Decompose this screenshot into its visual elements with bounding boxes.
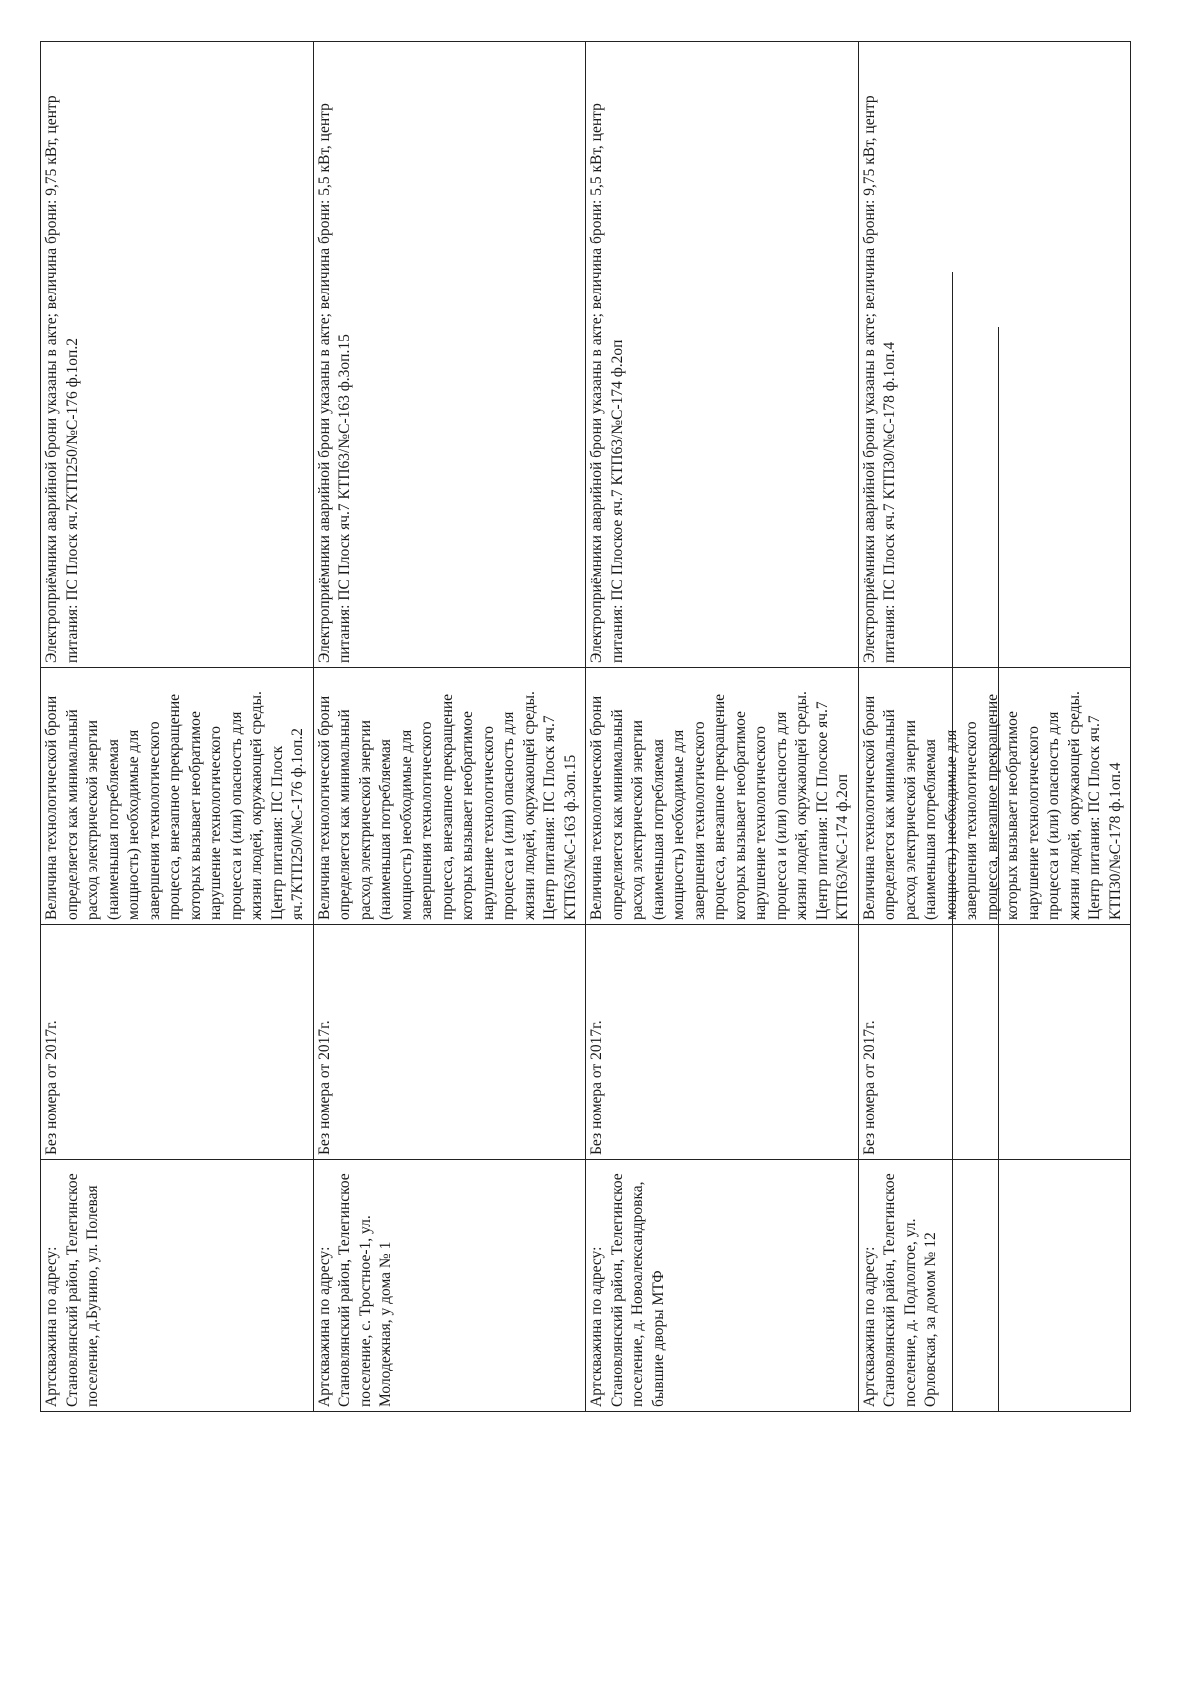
reserve-table	[40, 41, 1131, 1412]
emergency-reserve-cell: Электроприёмники аварийной брони указаны в акте; величина брони: 9,75 кВт, центр питания: ПС Плоск яч.7 КТП30/№С-178 ф.1оп.4	[858, 42, 1131, 668]
act-cell: Без номера от 2017г.	[313, 925, 586, 1160]
tech-reserve-cell: Величина технологической брони определяется как минимальный расход электрической энергии (наименьшая потребляемая мощность) необходимые для завершения технологического процесса, внезапное прекращение которых вызывает необратимое нарушение технологического процесса и (или) опасность для жизни людей, окружающей среды. Центр питания: ПС Плоск яч.7 КТП30/№С-178 ф.1оп.4	[858, 668, 1131, 925]
act-cell: Без номера от 2017г.	[41, 925, 314, 1160]
tech-reserve-cell: Величина технологической брони определяется как минимальный расход электрической энергии (наименьшая потребляемая мощность) необходимые для завершения технологического процесса, внезапное прекращение которых вызывает необратимое нарушение технологического процесса и (или) опасность для жизни людей, окружающей среды. Центр питания: ПС Плоское яч.7 КТП63/№С-174 ф.2оп	[586, 668, 859, 925]
table-row	[586, 42, 859, 1412]
tech-reserve-cell: Величина технологической брони определяется как минимальный расход электрической энергии (наименьшая потребляемая мощность) необходимые для завершения технологического процесса, внезапное прекращение которых вызывает необратимое нарушение технологического процесса и (или) опасность для жизни людей, окружающей среды. Центр питания: ПС Плоск яч.7 КТП63/№С-163 ф.3оп.15	[313, 668, 586, 925]
act-cell: Без номера от 2017г.	[858, 925, 1131, 1160]
emergency-reserve-cell: Электроприёмники аварийной брони указаны в акте; величина брони: 9,75 кВт, центр питания: ПС Плоск яч.7КТП250/№С-176 ф.1оп.2	[41, 42, 314, 668]
object-address-cell: Артскважина по адресу: Становлянский район, Телегинское поселение, с. Тростное-1, ул. Молодежная, у дома № 1	[313, 1160, 586, 1412]
object-address-cell: Артскважина по адресу: Становлянский район, Телегинское поселение, д.Бунино, ул. Полевая	[41, 1160, 314, 1412]
landscape-page	[40, 42, 1124, 1412]
emergency-reserve-cell: Электроприёмники аварийной брони указаны в акте; величина брони: 5,5 кВт, центр питания: ПС Плоск яч.7 КТП63/№С-163 ф.3оп.15	[313, 42, 586, 668]
table-rule	[998, 327, 999, 1412]
object-address-cell: Артскважина по адресу: Становлянский район, Телегинское поселение, д. Подлолгое, ул. Орловская, за домом № 12	[858, 1160, 1131, 1412]
tech-reserve-cell: Величина технологической брони определяется как минимальный расход электрической энергии (наименьшая потребляемая мощность) необходимые для завершения технологического процесса, внезапное прекращение которых вызывает необратимое нарушение технологического процесса и (или) опасность для жизни людей, окружающей среды. Центр питания: ПС Плоск яч.7КТП250/№С-176 ф.1оп.2	[41, 668, 314, 925]
emergency-reserve-cell: Электроприёмники аварийной брони указаны в акте; величина брони: 5,5 кВт, центр питания: ПС Плоское яч.7 КТП63/№С-174 ф.2оп	[586, 42, 859, 668]
act-cell: Без номера от 2017г.	[586, 925, 859, 1160]
table-rule	[952, 272, 953, 1412]
table-row	[858, 42, 1131, 1412]
table-row	[41, 42, 314, 1412]
object-address-cell: Артскважина по адресу: Становлянский район, Телегинское поселение, д. Новоалександровка, бывшие дворы МТФ	[586, 1160, 859, 1412]
table-row	[313, 42, 586, 1412]
